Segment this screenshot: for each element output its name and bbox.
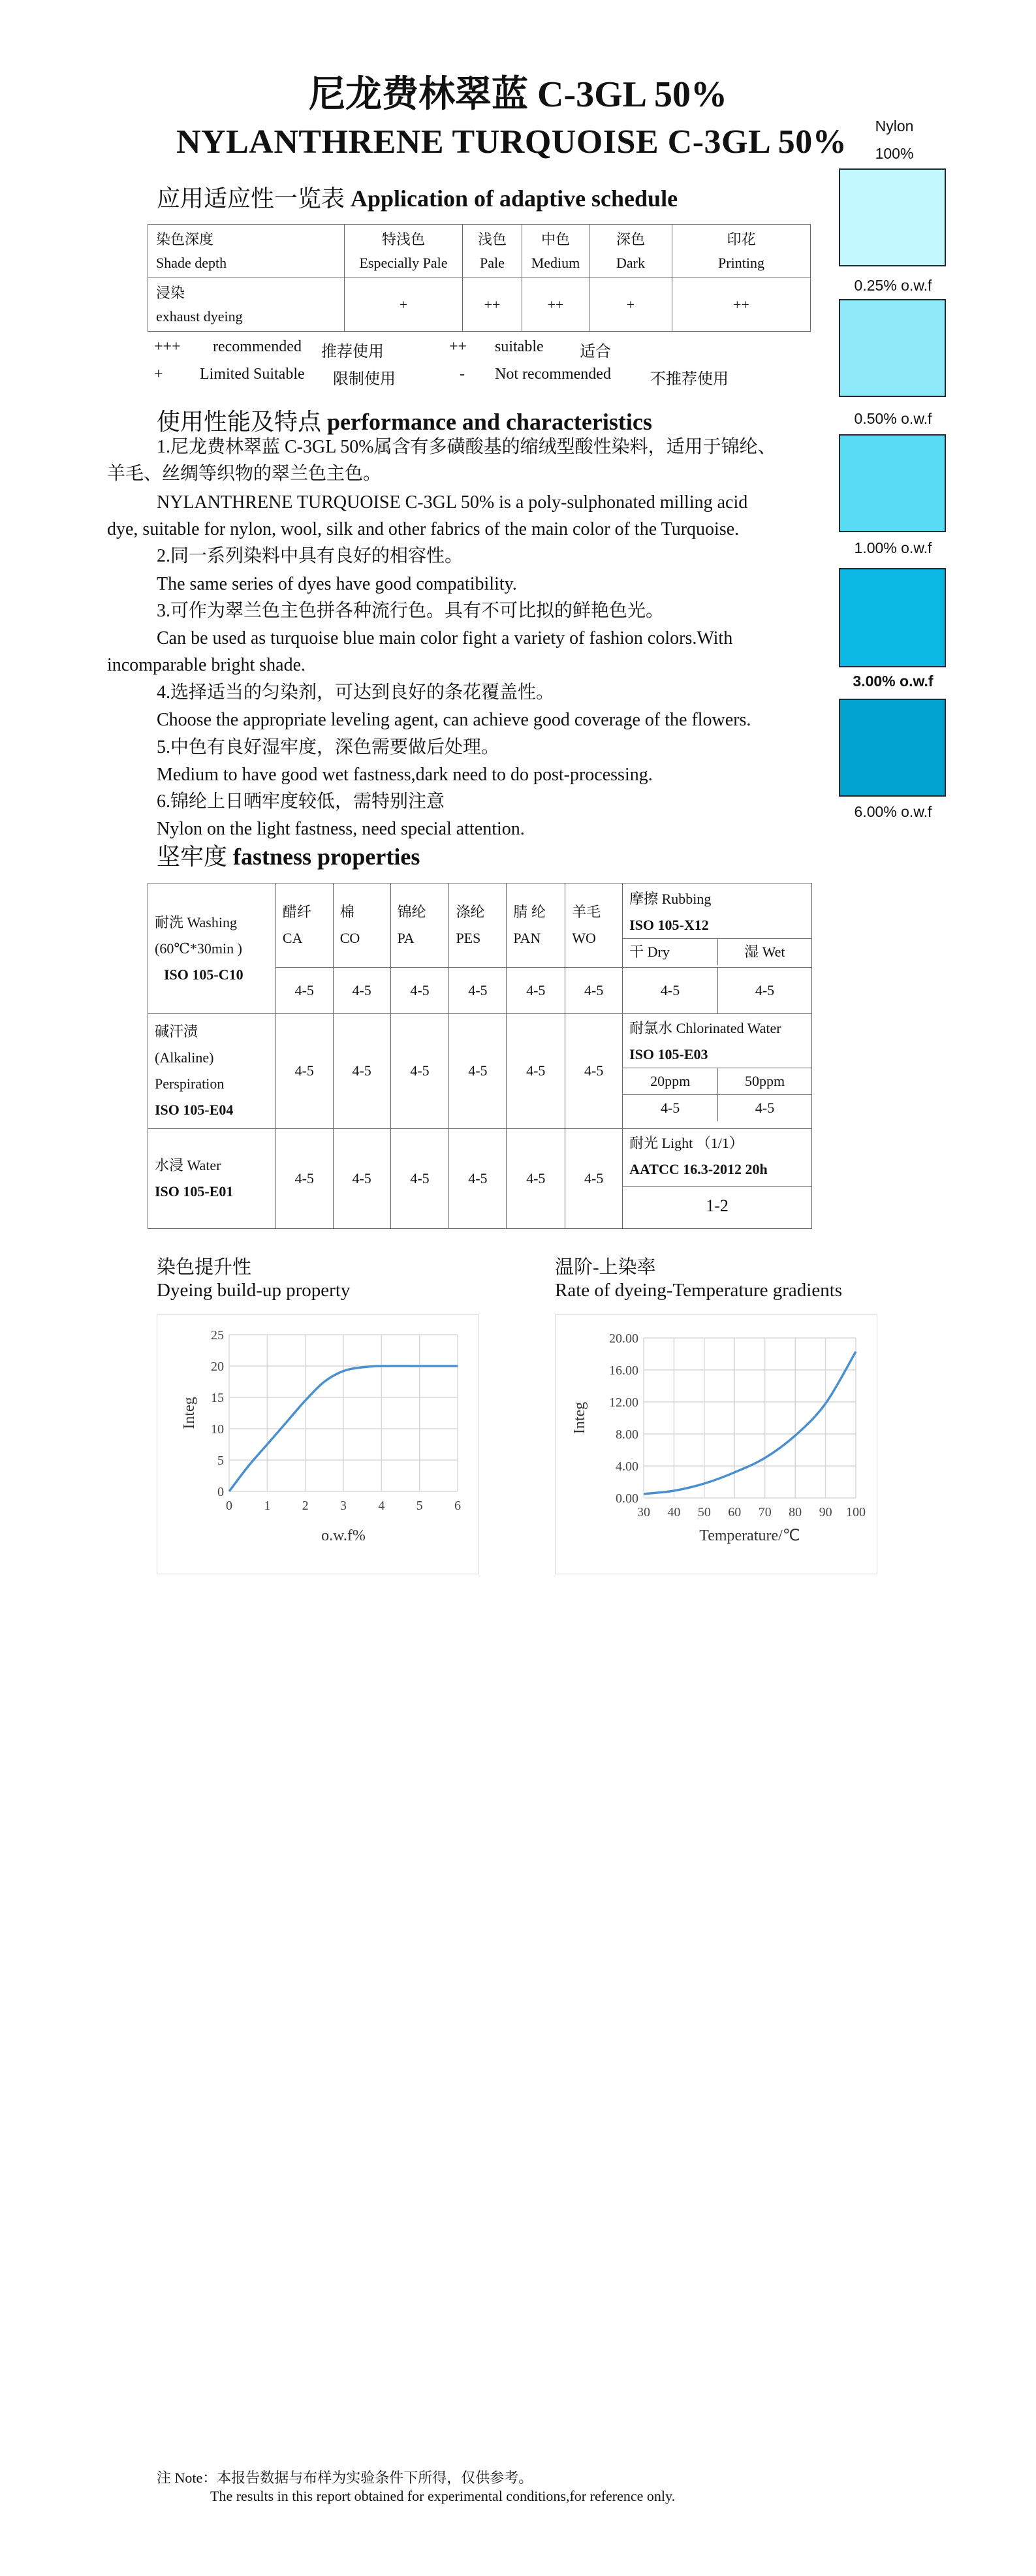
y-tick-label: 5 — [217, 1454, 224, 1468]
swatch-label: 6.00% o.w.f — [854, 803, 932, 820]
rubbing-dry-value: 4-5 — [623, 967, 718, 1013]
y-tick-label: 25 — [211, 1328, 224, 1343]
x-tick-label: 100 — [846, 1505, 866, 1519]
nylon-header — [842, 112, 947, 167]
fastness-section-title — [157, 838, 420, 872]
para-1-cn-line-2: 羊毛、丝绸等织物的翠兰色主色。 — [107, 464, 382, 484]
x-tick-label: 2 — [302, 1499, 309, 1513]
color-swatch — [839, 699, 946, 797]
swatch-label: 0.50% o.w.f — [854, 410, 932, 427]
title-chinese: 尼龙费林翠蓝 C-3GL 50% — [309, 74, 727, 115]
water-pa: 4-5 — [390, 1128, 449, 1228]
water-wo: 4-5 — [565, 1128, 623, 1228]
fastness-perspiration-row — [148, 1014, 812, 1129]
para-1-cn-line-1: 1.尼龙费林翠蓝 C-3GL 50%属含有多磺酸基的缩绒型酸性染料，适用于锦纶、 — [157, 437, 776, 457]
chart1-caption-cn: 染色提升性 — [157, 1257, 252, 1278]
x-tick-label: 1 — [264, 1499, 271, 1513]
para-2-cn: 2.同一系列染料中具有良好的相容性。 — [157, 546, 463, 566]
swatch-label: 1.00% o.w.f — [854, 539, 932, 556]
washing-wo: 4-5 — [565, 967, 623, 1013]
application-table — [148, 224, 811, 332]
fastness-washing-top-row — [148, 883, 812, 968]
y-tick-label: 8.00 — [616, 1427, 638, 1442]
x-tick-label: 3 — [340, 1499, 347, 1513]
perspiration-pan: 4-5 — [507, 1014, 565, 1129]
color-swatch — [839, 299, 946, 397]
note-en: The results in this report obtained for experimental conditions,for reference only. — [210, 2488, 676, 2504]
para-3-cn: 3.可作为翠兰色主色拼各种流行色。具有不可比拟的鲜艳色光。 — [157, 601, 665, 621]
y-axis-label: Integ — [571, 1401, 588, 1435]
chart-temperature-svg — [556, 1315, 877, 1574]
row-exhaust-dyeing: 浸染 exhaust dyeing — [148, 278, 345, 332]
x-tick-label: 4 — [378, 1499, 385, 1513]
performance-title-en: performance and characteristics — [327, 409, 652, 435]
para-5-en: Medium to have good wet fastness,dark need to do post-processing. — [157, 765, 653, 785]
x-tick-label: 50 — [697, 1505, 711, 1519]
x-axis-label: o.w.f% — [321, 1527, 366, 1544]
header-dark: 深色 Dark — [589, 225, 672, 278]
perspiration-wo: 4-5 — [565, 1014, 623, 1129]
x-tick-label: 40 — [667, 1505, 681, 1519]
application-title-en: Application of adaptive schedule — [351, 185, 678, 212]
header-pale: 浅色 Pale — [463, 225, 522, 278]
color-swatch — [839, 434, 946, 532]
fastness-title-en: fastness properties — [233, 844, 420, 870]
fiber-pan: 腈 纶 PAN — [507, 883, 565, 968]
value-pale: ++ — [463, 278, 522, 332]
application-exhaust-row — [148, 278, 811, 332]
water-pes: 4-5 — [449, 1128, 507, 1228]
x-tick-label: 60 — [728, 1505, 742, 1519]
application-section-title — [157, 180, 678, 214]
y-tick-label: 0 — [217, 1485, 224, 1499]
rubbing-wet-value: 4-5 — [718, 967, 812, 1013]
para-1-en-line-2: dye, suitable for nylon, wool, silk and other fabrics of the main color of the Turquoise. — [107, 519, 740, 539]
x-tick-label: 5 — [416, 1499, 423, 1513]
fiber-wo: 羊毛 WO — [565, 883, 623, 968]
header-shade-depth: 染色深度 Shade depth — [148, 225, 345, 278]
x-tick-label: 90 — [819, 1505, 832, 1519]
perspiration-pes: 4-5 — [449, 1014, 507, 1129]
title-english: NYLANTHRENE TURQUOISE C-3GL 50% — [176, 123, 847, 161]
swatch-label: 0.25% o.w.f — [854, 277, 932, 294]
y-tick-label: 16.00 — [609, 1363, 638, 1378]
application-title-cn: 应用适应性一览表 — [157, 185, 345, 212]
value-dark: + — [589, 278, 672, 332]
perspiration-co: 4-5 — [333, 1014, 390, 1129]
color-swatch — [839, 568, 946, 667]
perspiration-label: 碱汗渍 (Alkaline) Perspiration ISO 105-E04 — [148, 1014, 276, 1129]
para-4-en: Choose the appropriate leveling agent, can achieve good coverage of the flowers. — [157, 710, 751, 730]
chlorinated-cell: 耐氯水 Chlorinated Water ISO 105-E03 20ppm 50ppm 4-5 4-5 — [623, 1014, 812, 1129]
fiber-pes: 涤纶 PES — [449, 883, 507, 968]
perspiration-pa: 4-5 — [390, 1014, 449, 1129]
note-cn: 注 Note：本报告数据与布样为实验条件下所得，仅供参考。 — [157, 2470, 533, 2486]
light-value: 1-2 — [623, 1186, 811, 1225]
performance-title-cn: 使用性能及特点 — [157, 409, 322, 435]
para-1-en-line-1: NYLANTHRENE TURQUOISE C-3GL 50% is a poly-sulphonated milling acid — [157, 492, 748, 513]
x-tick-label: 30 — [637, 1505, 650, 1519]
y-tick-label: 10 — [211, 1422, 224, 1437]
value-medium: ++ — [522, 278, 589, 332]
para-4-cn: 4.选择适当的匀染剂，可达到良好的条花覆盖性。 — [157, 682, 555, 703]
chart-temperature — [555, 1314, 877, 1574]
x-axis-label: Temperature/℃ — [699, 1527, 800, 1544]
chart1-caption-en: Dyeing build-up property — [157, 1280, 351, 1301]
light-cell: 耐光 Light （1/1） AATCC 16.3-2012 20h 1-2 — [623, 1128, 812, 1228]
chart-build-up-svg — [157, 1315, 479, 1574]
y-tick-label: 12.00 — [609, 1395, 638, 1410]
water-co: 4-5 — [333, 1128, 390, 1228]
y-tick-label: 20 — [211, 1360, 224, 1374]
washing-co: 4-5 — [333, 967, 390, 1013]
y-tick-label: 0.00 — [616, 1491, 638, 1506]
x-tick-label: 70 — [758, 1505, 772, 1519]
rubbing-header: 摩擦 Rubbing ISO 105-X12 干 Dry 湿 Wet — [623, 883, 812, 968]
series-line — [644, 1352, 856, 1494]
x-tick-label: 0 — [226, 1499, 232, 1513]
perspiration-ca: 4-5 — [275, 1014, 333, 1129]
washing-pan: 4-5 — [507, 967, 565, 1013]
water-ca: 4-5 — [275, 1128, 333, 1228]
para-3-en-line-2: incomparable bright shade. — [107, 655, 306, 675]
washing-pes: 4-5 — [449, 967, 507, 1013]
x-tick-label: 6 — [454, 1499, 461, 1513]
para-6-en: Nylon on the light fastness, need special attention. — [157, 819, 525, 839]
application-header-row — [148, 225, 811, 278]
header-especially-pale: 特浅色 Especially Pale — [345, 225, 463, 278]
washing-ca: 4-5 — [275, 967, 333, 1013]
value-especially-pale: + — [345, 278, 463, 332]
y-tick-label: 15 — [211, 1391, 224, 1405]
y-tick-label: 20.00 — [609, 1331, 638, 1346]
header-medium: 中色 Medium — [522, 225, 589, 278]
para-5-cn: 5.中色有良好湿牢度，深色需要做后处理。 — [157, 737, 500, 757]
para-6-cn: 6.锦纶上日晒牢度较低，需特别注意 — [157, 791, 445, 812]
water-label: 水浸 Water ISO 105-E01 — [148, 1128, 276, 1228]
fastness-table — [148, 883, 812, 1229]
fastness-title-cn: 坚牢度 — [157, 844, 228, 870]
fiber-ca: 醋纤 CA — [275, 883, 333, 968]
para-3-en-line-1: Can be used as turquoise blue main color fight a variety of fashion colors.With — [157, 628, 733, 648]
water-pan: 4-5 — [507, 1128, 565, 1228]
swatch-label: 3.00% o.w.f — [853, 673, 934, 690]
chart2-caption-en: Rate of dyeing-Temperature gradients — [555, 1280, 843, 1301]
nylon-percent: 100% — [875, 145, 914, 162]
value-printing: ++ — [672, 278, 811, 332]
para-2-en: The same series of dyes have good compatibility. — [157, 574, 517, 594]
fastness-water-row — [148, 1128, 812, 1228]
fiber-pa: 锦纶 PA — [390, 883, 449, 968]
fiber-co: 棉 CO — [333, 883, 390, 968]
nylon-label: Nylon — [875, 118, 914, 135]
y-tick-label: 4.00 — [616, 1459, 638, 1474]
washing-label: 耐洗 Washing (60℃*30min ) ISO 105-C10 — [148, 883, 276, 1014]
color-swatch — [839, 168, 946, 266]
y-axis-label: Integ — [181, 1397, 198, 1429]
performance-section-title — [157, 404, 652, 437]
chart2-caption-cn: 温阶-上染率 — [555, 1257, 656, 1278]
chart-build-up — [157, 1314, 479, 1574]
washing-pa: 4-5 — [390, 967, 449, 1013]
header-printing: 印花 Printing — [672, 225, 811, 278]
x-tick-label: 80 — [789, 1505, 802, 1519]
